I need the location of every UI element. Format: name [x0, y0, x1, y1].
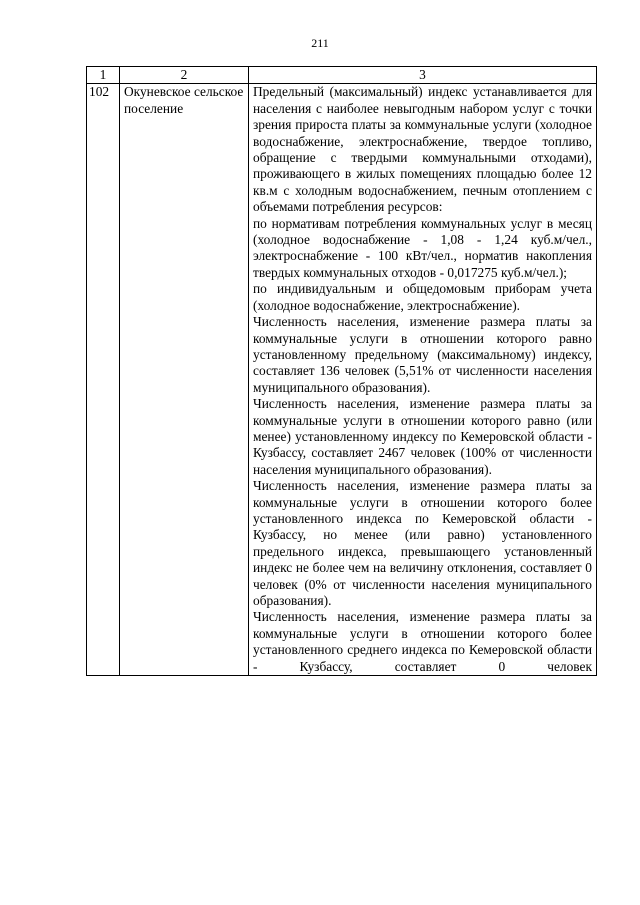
- paragraph-population-max-index: Численность населения, изменение размера платы за коммунальные услуги в отношении которого равно установленному предельному (максимальному) индексу, составляет 136 человек (5,51% от численности населения муниципального образования).: [253, 314, 592, 395]
- paragraph-consumption-norms: по нормативам потребления коммунальных услуг в месяц (холодное водоснабжение - 1,08 - 1,24 куб.м/чел., электроснабжение - 100 кВт/чел., норматив накопления твердых коммунальных отходов - 0,017275 куб.м/чел.);: [253, 215, 592, 280]
- description-cell: [249, 84, 597, 676]
- settlement-name: Окуневское сельское поселение: [120, 84, 249, 676]
- header-column-1: 1: [87, 67, 120, 84]
- paragraph-population-above-average: Численность населения, изменение размера платы за коммунальные услуги в отношении которого более установленного среднего индекса по Кемеровской области - Кузбассу, составляет 0 человек: [253, 609, 592, 674]
- row-number: 102: [87, 84, 120, 676]
- paragraph-metering-devices: по индивидуальным и общедомовым приборам учета (холодное водоснабжение, электроснабжение).: [253, 281, 592, 313]
- header-column-3: 3: [249, 67, 597, 84]
- page-number: 211: [311, 36, 329, 50]
- tariff-index-table: [86, 66, 597, 676]
- header-column-2: 2: [120, 67, 249, 84]
- paragraph-population-regional-index: Численность населения, изменение размера платы за коммунальные услуги в отношении которого равно (или менее) установленному индексу по Кемеровской области - Кузбассу, составляет 2467 человек (100% от численности населения муниципального образования).: [253, 396, 592, 477]
- table-row: [87, 84, 597, 676]
- paragraph-population-deviation: Численность населения, изменение размера платы за коммунальные услуги в отношении которого более установленного индекса по Кемеровской области - Кузбассу, но менее (или равно) установленного предельного индекса, превышающего установленный индекс не более чем на величину отклонения, составляет 0 человек (0% от численности населения муниципального образования).: [253, 478, 592, 608]
- paragraph-max-index-definition: Предельный (максимальный) индекс устанавливается для населения с наиболее невыгодным набором услуг с точки зрения прироста платы за коммунальные услуги (холодное водоснабжение, электроснабжение, твердое топливо, обращение с твердыми коммунальными отходами), проживающего в жилых помещениях площадью более 12 кв.м с холодным водоснабжением, печным отоплением с объемами потребления ресурсов:: [253, 84, 592, 215]
- table-header-row: [87, 67, 597, 84]
